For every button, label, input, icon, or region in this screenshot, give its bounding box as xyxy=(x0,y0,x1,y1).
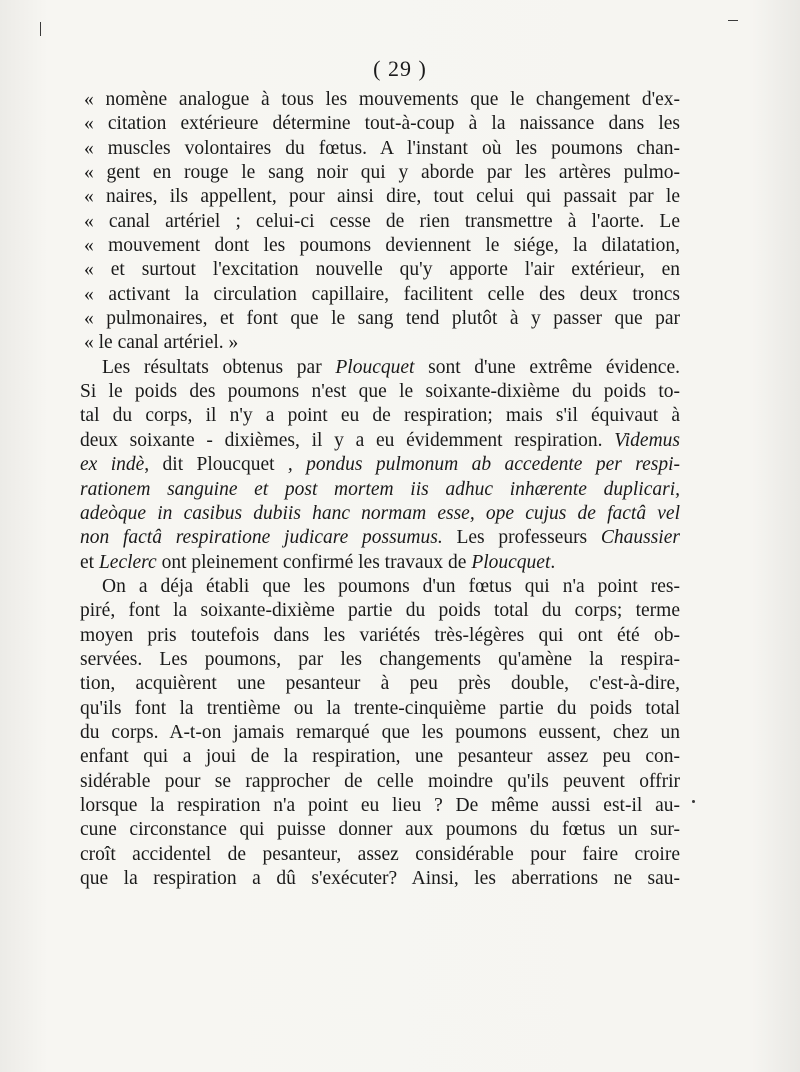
text-run: . xyxy=(550,551,556,573)
text-run: deux soixante - dixièmes, il y a eu évidemment respiration. xyxy=(80,429,615,451)
text-line: piré, font la soixante-dixième partie du poids total du corps; terme xyxy=(80,600,680,622)
text-line: lorsque la respiration n'a point eu lieu ? De même aussi est-il au- xyxy=(80,794,680,816)
text-run: , dit Ploucquet xyxy=(144,454,288,476)
text-line xyxy=(80,356,680,380)
text-run: et xyxy=(80,551,99,573)
latin-quote: Videmus xyxy=(614,429,680,451)
text-line xyxy=(80,551,680,575)
text-line: « activant la circulation capillaire, facilitent celle des deux troncs xyxy=(84,283,680,305)
author-name: Ploucquet xyxy=(335,356,415,378)
paragraph-lung-weight xyxy=(80,575,680,891)
text-line: « naires, ils appellent, pour ainsi dire, tout celui qui passait par le xyxy=(84,186,680,208)
text-line: tion, acquièrent une pesanteur à peu près double, c'est-à-dire, xyxy=(80,673,680,695)
text-line: cune circonstance qui puisse donner aux poumons du fœtus un sur- xyxy=(80,819,680,841)
text-line: « citation extérieure détermine tout-à-coup à la naissance dans les xyxy=(84,113,680,135)
text-run: Les résultats obtenus par xyxy=(102,356,336,378)
text-line: du corps. A-t-on jamais remarqué que les poumons eussent, chez un xyxy=(80,721,680,743)
latin-quote-line: rationem sanguine et post mortem iis adhuc inhærente duplicari, xyxy=(80,478,680,500)
latin-quote: non factâ respiratione judicare possumus. xyxy=(80,527,443,549)
author-name: Ploucquet xyxy=(471,551,551,573)
text-run: sont d'une extrême évidence. xyxy=(414,356,680,378)
scan-mark xyxy=(40,22,41,36)
latin-quote-line: adeòque in casibus dubiis hanc normam esse, ope cujus de factâ vel xyxy=(80,502,680,524)
latin-quote: , pondus pulmonum ab accedente per respi- xyxy=(287,454,680,476)
paragraph-ploucquet xyxy=(80,356,680,575)
text-line xyxy=(80,453,680,477)
text-line: servées. Les poumons, par les changements qu'amène la respira- xyxy=(80,648,680,670)
scan-mark xyxy=(692,800,695,803)
author-name: Chaussier xyxy=(600,527,680,549)
text-line: qu'ils font la trentième ou la trente-cinquième partie du poids total xyxy=(80,697,680,719)
text-line: « et surtout l'excitation nouvelle qu'y apporte l'air extérieur, en xyxy=(84,259,680,281)
text-line: croît accidentel de pesanteur, assez considérable pour faire croire xyxy=(80,843,680,865)
text-line: tal du corps, il n'y a point eu de respiration; mais s'il équivaut à xyxy=(80,405,680,427)
text-line xyxy=(80,429,680,453)
text-line: « le canal artériel. » xyxy=(84,332,239,354)
text-line: « canal artériel ; celui-ci cesse de rien transmettre à l'aorte. Le xyxy=(84,210,680,232)
text-run: ont pleinement confirmé les travaux de xyxy=(156,551,472,573)
text-line: On a déja établi que les poumons d'un fœtus qui n'a point res- xyxy=(102,575,680,597)
text-line: « pulmonaires, et font que le sang tend plutôt à y passer que par xyxy=(84,308,680,330)
quote-block xyxy=(80,88,680,356)
latin-quote: ex indè xyxy=(80,454,145,476)
text-line: « mouvement dont les poumons deviennent le siége, la dilatation, xyxy=(84,235,680,257)
page-number: ( 29 ) xyxy=(373,56,427,81)
text-line: sidérable pour se rapprocher de celle moindre qu'ils peuvent offrir xyxy=(80,770,680,792)
text-run: Les professeurs xyxy=(442,527,601,549)
scan-mark xyxy=(728,20,738,21)
text-line: que la respiration a dû s'exécuter? Ainsi, les aberrations ne sau- xyxy=(80,868,680,889)
text-line: moyen pris toutefois dans les variétés très-légères qui ont été ob- xyxy=(80,624,680,646)
text-line xyxy=(80,526,680,550)
text-line: « gent en rouge le sang noir qui y aborde par les artères pulmo- xyxy=(84,162,680,184)
author-name: Leclerc xyxy=(98,551,157,573)
text-line: « muscles volontaires du fœtus. A l'instant où les poumons chan- xyxy=(84,137,680,159)
text-line: enfant qui a joui de la respiration, une pesanteur assez peu con- xyxy=(80,746,680,768)
text-line: « nomène analogue à tous les mouvements que le changement d'ex- xyxy=(84,89,680,110)
body-text xyxy=(80,88,680,891)
text-line: Si le poids des poumons n'est que le soixante-dixième du poids to- xyxy=(80,381,680,403)
